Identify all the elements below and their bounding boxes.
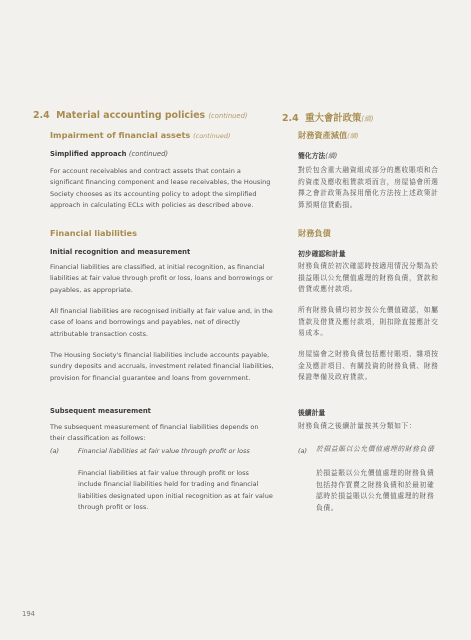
continued-label-en: (continued) xyxy=(208,112,248,120)
simplified-heading-zh xyxy=(298,150,441,160)
initial-paragraph-1-zh: 財務負債於初次確認時按適用情況分類為於損益賬以公允價值處理的財務負債，貸款和借貸或應付款項。 xyxy=(298,262,439,293)
simplified-paragraph-en: For account receivables and contract assets that contain a significant financing component and lease receivables, the Housing Society chooses as its accounting policy to adopt the simplified approach in calculating ECLs with policies as described above. xyxy=(50,167,271,209)
initial-recognition-heading-zh: 初步確認和計量 xyxy=(298,250,346,258)
section-number-en: 2.4 xyxy=(33,110,50,121)
section-title-en: Material accounting policies xyxy=(56,110,206,121)
initial-paragraph-2-zh: 所有財務負債均初步按公允價值確認，如屬貸款及借貸及應付款項，則扣除直接應計交易成本。 xyxy=(298,306,439,337)
initial-paragraph-3-zh: 房屋協會之財務負債包括應付賬項、雜項按金及應計項目、有關投資的財務負債、財務保證準備及政府貸款。 xyxy=(298,350,439,381)
impairment-title-zh: 財務資產減值 xyxy=(298,130,348,140)
section-title-zh: 重大會計政策 xyxy=(305,113,362,124)
item-a-label-zh: (a) xyxy=(298,447,308,455)
item-a-label-en: (a) xyxy=(50,447,60,455)
subsequent-paragraph-zh: 財務負債之後續計量按其分類如下： xyxy=(298,422,417,430)
section-number-zh: 2.4 xyxy=(282,113,299,124)
impairment-heading-zh xyxy=(298,130,441,141)
subsequent-heading-en: Subsequent measurement xyxy=(50,407,151,415)
section-heading-en xyxy=(33,110,274,121)
item-a-title-zh: 於損益賬以公允價值處理的財務負債 xyxy=(316,445,435,453)
page-number: 194 xyxy=(22,610,35,618)
simplified-paragraph-zh: 對於包含重大融資組成部分的應收賬項和合約資產及應收租賃款項而言，房屋協會所選擇之會計政策為採用簡化方法按上述政策計算預期信貸虧損。 xyxy=(298,166,439,209)
initial-paragraph-3-en: The Housing Society's financial liabilities include accounts payable, sundry deposits and accruals, investment related financial liabilities, provision for financial guarantee and loans from government. xyxy=(50,351,274,382)
simplified-title-en: Simplified approach xyxy=(50,150,127,158)
subsequent-heading-zh: 後續計量 xyxy=(298,409,326,417)
initial-recognition-heading-en: Initial recognition and measurement xyxy=(50,248,191,256)
simplified-heading-en xyxy=(50,150,274,158)
simplified-continued-zh: (續) xyxy=(325,152,338,160)
section-heading-zh xyxy=(282,110,425,124)
item-a-title-en: Financial liabilities at fair value through profit or loss xyxy=(78,447,250,455)
initial-paragraph-2-en: All financial liabilities are recognised initially at fair value and, in the case of loans and borrowings and payables, net of directly attributable transaction costs. xyxy=(50,307,273,338)
subsequent-paragraph-en: The subsequent measurement of financial liabilities depends on their classification as follows: xyxy=(50,423,259,443)
item-a-paragraph-zh: 於損益賬以公允價值處理的財務負債包括持作買賣之財務負債和於最初確認時於損益賬以公允價值處理的財務負債。 xyxy=(316,469,435,512)
impairment-continued-zh: (續) xyxy=(347,132,359,140)
continued-label-zh: (續) xyxy=(361,115,374,123)
financial-liabilities-heading-en: Financial liabilities xyxy=(50,228,137,238)
item-a-paragraph-en: Financial liabilities at fair value through profit or loss include financial liabilities held for trading and financial liabilities designated upon initial recognition as at fair value through profit or loss. xyxy=(78,469,273,511)
impairment-continued-en: (continued) xyxy=(193,132,231,140)
initial-paragraph-1-en: Financial liabilities are classified, at initial recognition, as financial liabilities at fair value through profit or loss, loans and borrowings or payables, as appropriate. xyxy=(50,263,273,294)
financial-liabilities-heading-zh: 財務負債 xyxy=(298,228,331,238)
impairment-title-en: Impairment of financial assets xyxy=(50,130,191,140)
simplified-title-zh: 簡化方法 xyxy=(298,152,326,160)
simplified-continued-en: (continued) xyxy=(128,150,169,158)
impairment-heading-en xyxy=(50,130,274,140)
